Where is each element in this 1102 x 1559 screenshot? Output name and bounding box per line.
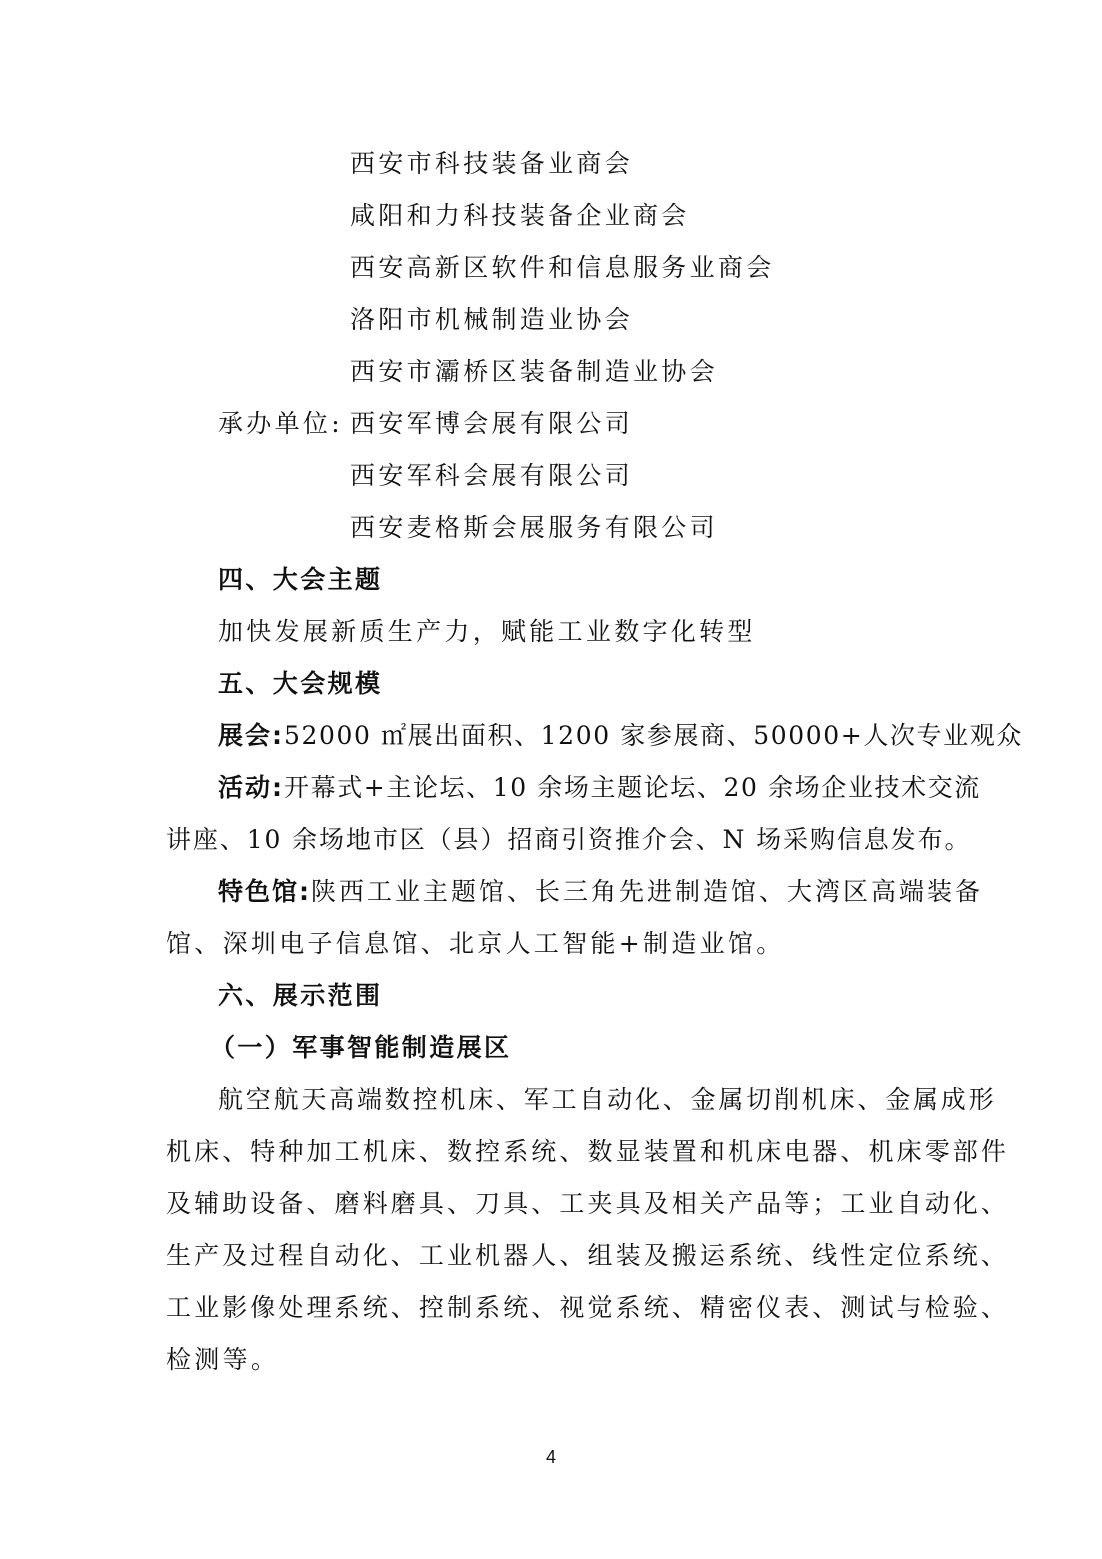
co-organizer-item: 咸阳和力科技装备企业商会 [350,201,690,230]
section-heading-scale: 五、大会规模 [218,669,383,698]
co-organizer-item: 洛阳市机械制造业协会 [350,305,634,334]
scope-paragraph-line: 检测等。 [166,1345,280,1374]
organizer-label: 承办单位: [218,409,343,438]
theme-text: 加快发展新质生产力，赋能工业数字化转型 [218,617,756,646]
scope-paragraph-line: 及辅助设备、磨料磨具、刀具、工夹具及相关产品等；工业自动化、 [166,1189,1010,1218]
exhibition-label: 展会: [218,721,284,750]
co-organizer-item: 西安高新区软件和信息服务业商会 [350,253,775,282]
organizer-item: 西安麦格斯会展服务有限公司 [350,513,718,542]
pavilion-text: 陕西工业主题馆、长三角先进制造馆、大湾区高端装备 [311,877,984,906]
co-organizer-item: 西安市科技装备业商会 [350,149,634,178]
activity-text-cont: 讲座、10 余场地市区（县）招商引资推介会、N 场采购信息发布。 [166,825,972,854]
exhibition-text: 52000 ㎡展出面积、1200 家参展商、50000+人次专业观众 [284,721,1023,750]
section-heading-theme: 四、大会主题 [218,565,383,594]
pavilion-row [0,875,1102,909]
scope-paragraph-line: 机床、特种加工机床、数控系统、数显装置和机床电器、机床零部件 [166,1137,1010,1166]
section-heading-scope: 六、展示范围 [218,981,383,1010]
activity-label: 活动: [218,773,284,802]
exhibition-row [0,719,1102,753]
co-organizer-item: 西安市灞桥区装备制造业协会 [350,357,718,386]
activity-text: 开幕式+主论坛、10 余场主题论坛、20 余场企业技术交流 [284,773,981,802]
pavilion-label: 特色馆: [218,877,311,906]
organizer-item: 西安军科会展有限公司 [350,461,634,490]
sub-heading-military-zone: （一）军事智能制造展区 [210,1033,512,1062]
organizer-item: 西安军博会展有限公司 [350,409,634,438]
activity-row [0,771,1102,805]
scope-paragraph-line: 工业影像处理系统、控制系统、视觉系统、精密仪表、测试与检验、 [166,1293,1010,1322]
pavilion-text-cont: 馆、深圳电子信息馆、北京人工智能+制造业馆。 [166,929,785,958]
scope-paragraph-line: 生产及过程自动化、工业机器人、组装及搬运系统、线性定位系统、 [166,1241,1010,1270]
page-number: 4 [545,1447,556,1467]
scope-paragraph-line: 航空航天高端数控机床、军工自动化、金属切削机床、金属成形 [218,1085,997,1114]
